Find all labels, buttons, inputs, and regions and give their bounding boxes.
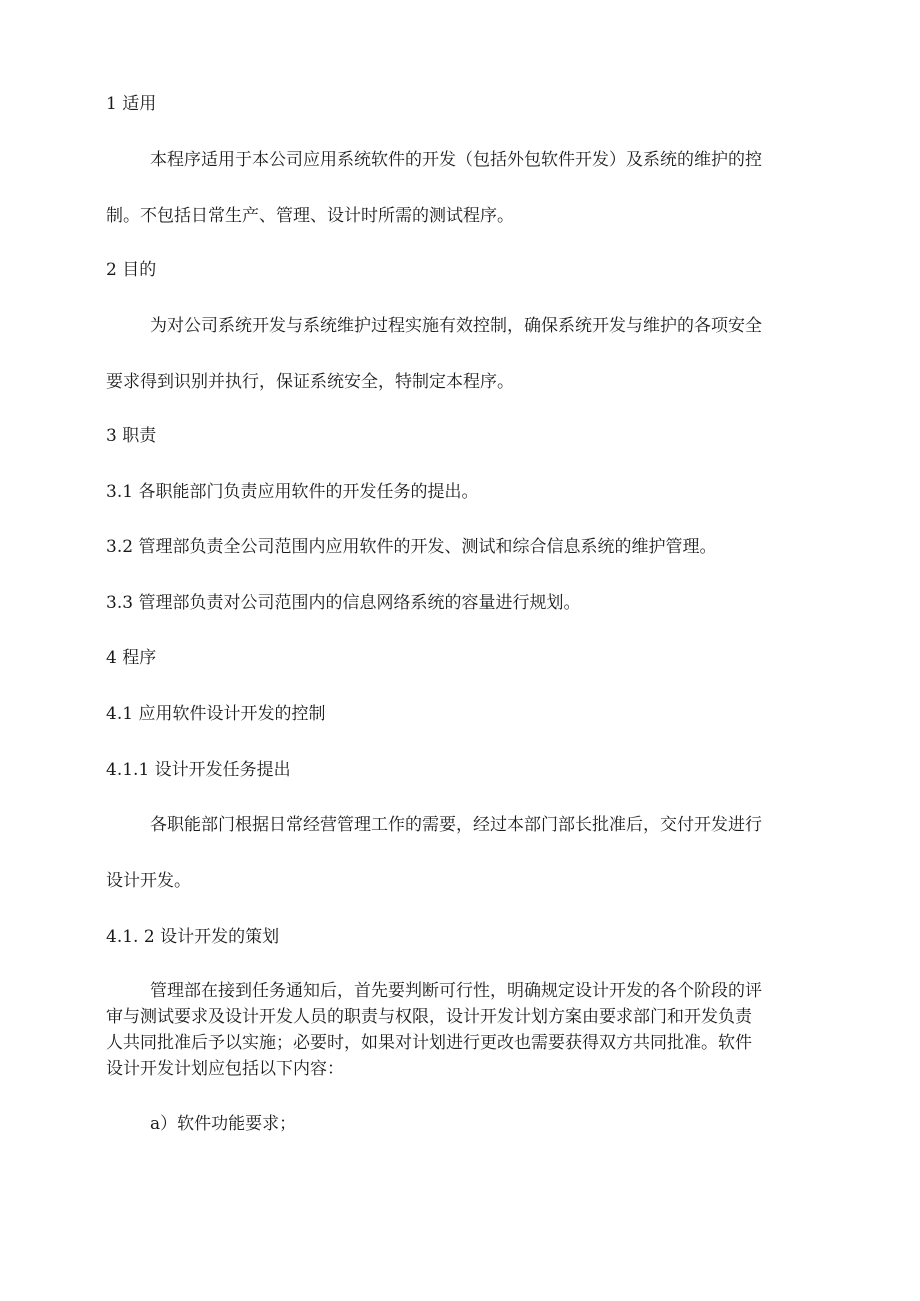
section-2-paragraph-line-1: 为对公司系统开发与系统维护过程实施有效控制，确保系统开发与维护的各项安全 [150, 316, 762, 336]
section-4-1-2-paragraph-line-4: 设计开发计划应包括以下内容： [106, 1059, 344, 1079]
section-4-heading: 4 程序 [106, 648, 157, 668]
section-4-1-2-paragraph-line-2: 审与测试要求及设计开发人员的职责与权限，设计开发计划方案由要求部门和开发负责 [106, 1007, 752, 1027]
section-4-1-2-paragraph-line-3: 人共同批准后予以实施；必要时，如果对计划进行更改也需要获得双方共同批准。软件 [106, 1033, 752, 1053]
section-2-heading: 2 目的 [106, 260, 157, 280]
section-4-1-2-heading: 4.1. 2 设计开发的策划 [106, 927, 280, 947]
section-2-paragraph-line-2: 要求得到识别并执行，保证系统安全，特制定本程序。 [106, 372, 514, 392]
section-4-1-1-paragraph-line-1: 各职能部门根据日常经营管理工作的需要，经过本部门部长批准后，交付开发进行 [150, 815, 762, 835]
section-4-1-2-paragraph-line-1: 管理部在接到任务通知后，首先要判断可行性，明确规定设计开发的各个阶段的评 [150, 981, 762, 1001]
section-1-heading: 1 适用 [106, 94, 157, 114]
section-1-paragraph-line-1: 本程序适用于本公司应用系统软件的开发（包括外包软件开发）及系统的维护的控 [150, 150, 762, 170]
section-1-paragraph-line-2: 制。不包括日常生产、管理、设计时所需的测试程序。 [106, 206, 514, 226]
section-4-1-heading: 4.1 应用软件设计开发的控制 [106, 704, 326, 724]
section-4-1-1-heading: 4.1.1 设计开发任务提出 [106, 760, 291, 780]
section-3-1: 3.1 各职能部门负责应用软件的开发任务的提出。 [106, 482, 479, 502]
section-3-heading: 3 职责 [106, 426, 157, 446]
section-3-3: 3.3 管理部负责对公司范围内的信息网络系统的容量进行规划。 [106, 593, 581, 613]
list-item-a: a）软件功能要求； [150, 1114, 297, 1134]
section-3-2: 3.2 管理部负责全公司范围内应用软件的开发、测试和综合信息系统的维护管理。 [106, 537, 717, 557]
section-4-1-1-paragraph-line-2: 设计开发。 [106, 871, 191, 891]
